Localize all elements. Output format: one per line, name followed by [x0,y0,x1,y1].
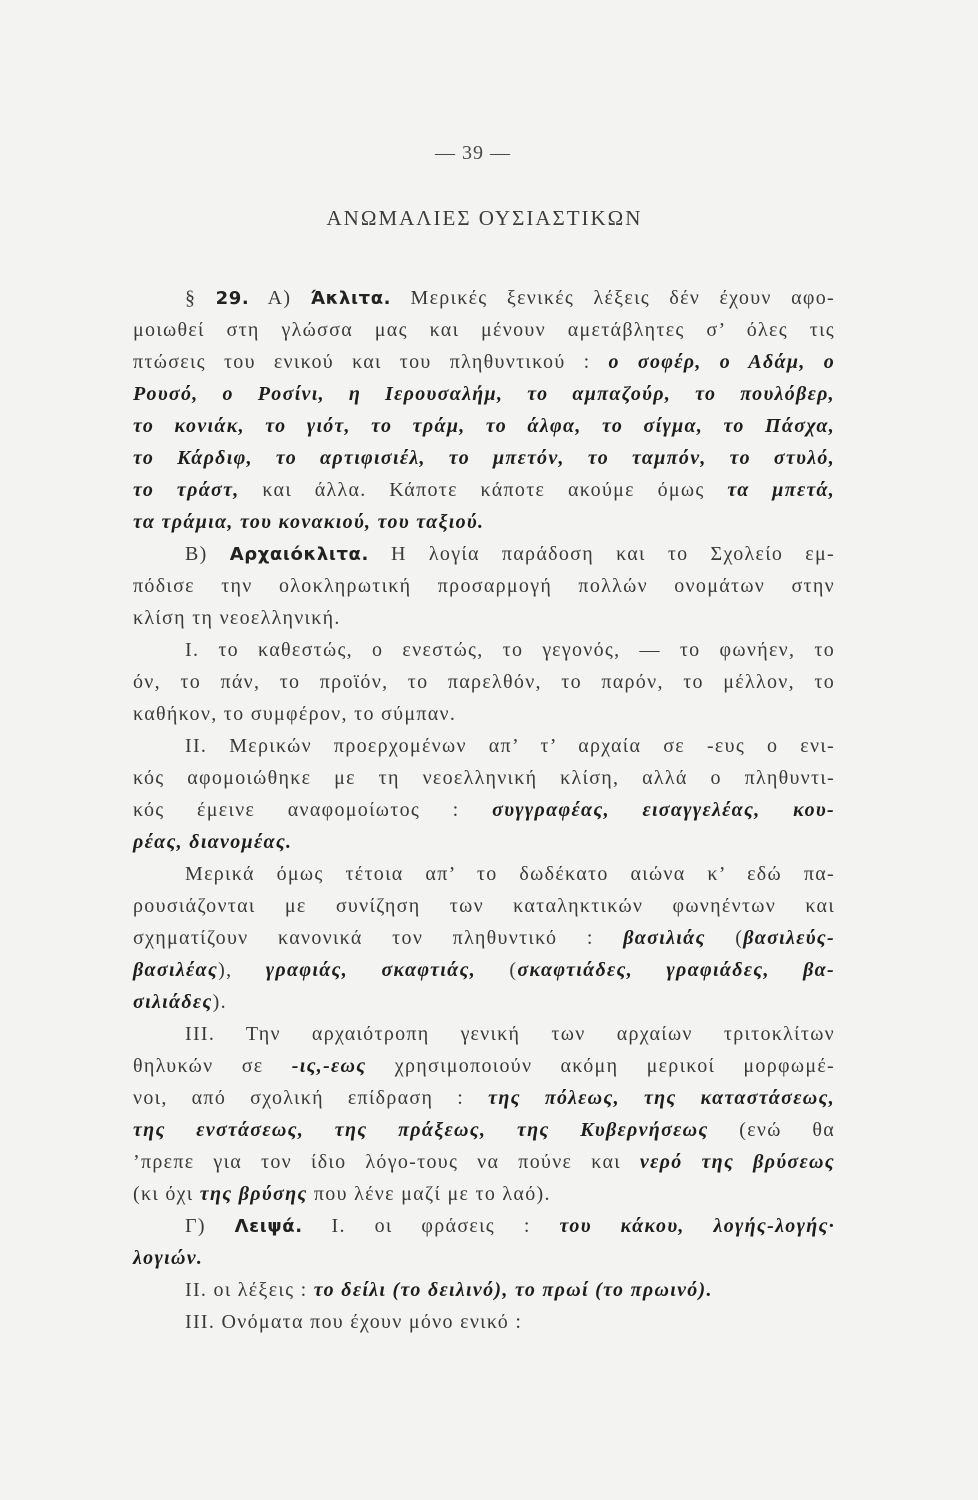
text-run: ’πρεπε για τον ίδιο λόγο-τους να πούνε και [133,1151,640,1173]
text-line [133,762,835,794]
text-run: ), [218,959,266,981]
text-line [133,730,835,762]
text-run: Ι. οι φράσεις : [302,1215,560,1237]
text-run: ΙΙΙ. Ονόματα που έχουν μόνο ενικό : [185,1311,523,1333]
text-run: μοιωθεί στη γλώσσα μας και μένουν αμετάβλητες σ’ όλες τις [133,319,835,341]
text-run: πτώσεις του ενικού και του πληθυντικού : [133,351,609,373]
emphasized-term: ρέας, διανομέας. [133,831,293,853]
text-run: ρουσιάζονται με συνίζηση των καταληκτικών φωνηέντων και [133,895,835,917]
paragraph [133,634,835,730]
emphasized-term: της βρύσης [199,1183,308,1205]
text-line [133,282,835,314]
section-label: Λειψά. [234,1216,303,1237]
paragraph [133,1018,835,1210]
text-line [133,1178,835,1210]
emphasized-term: βασιλέας [133,959,219,981]
text-line [133,1114,835,1146]
text-line [133,1210,835,1242]
emphasized-term: συγγραφέας, εισαγγελέας, κου- [492,799,835,821]
text-run: ( [476,959,518,981]
emphasized-term: τα τράμια, του κονακιού, του ταξιού. [133,511,485,533]
emphasized-term: βασιλιάς [623,927,706,949]
text-run: ΙΙ. Μερικών προερχομένων απ’ τ’ αρχαία σε -ευς ο ενι- [185,735,835,757]
text-line [133,1306,835,1338]
text-line [133,1146,835,1178]
emphasized-term: της πόλεως, της καταστάσεως, [488,1087,835,1109]
text-line [133,410,835,442]
text-run: (ενώ θα [708,1119,835,1141]
text-run: πόδισε την ολοκληρωτική προσαρμογή πολλών ονομάτων στην [133,575,835,597]
emphasized-term: της ενστάσεως, της πράξεως, της Κυβερνήσεως [133,1119,709,1141]
text-run: που λένε μαζί με το λαό). [307,1183,551,1205]
emphasized-term: το κονιάκ, το γιότ, το τράμ, το άλφα, το σίγμα, το Πάσχα, [133,415,835,437]
paragraph [133,538,835,634]
text-run: χρησιμοποιούν ακόμη μερικοί μορφωμέ- [366,1055,835,1077]
emphasized-term: του κάκου, λογής-λογής· [559,1215,835,1237]
emphasized-term: το τράστ, [133,479,240,501]
paragraph [133,282,835,538]
text-line [133,698,835,730]
text-line [133,506,835,538]
text-run: Μερικά όμως τέτοια απ’ το δωδέκατο αιώνα κ’ εδώ πα- [185,863,835,885]
text-line [133,826,835,858]
text-run: όν, το πάν, το προϊόν, το παρελθόν, το παρόν, το μέλλον, το [133,671,835,693]
section-label: Αρχαιόκλιτα. [229,544,369,565]
emphasized-term: το Κάρδιφ, το αρτιφισιέλ, το μπετόν, το ταμπόν, το στυλό, [133,447,835,469]
text-block [133,282,835,1338]
text-line [133,922,835,954]
text-line [133,474,835,506]
text-run: θηλυκών σε [133,1055,292,1077]
text-line [133,634,835,666]
text-line [133,1050,835,1082]
text-run: Μερικές ξενικές λέξεις δέν έχουν αφο- [391,287,836,309]
text-run: ΙΙ. οι λέξεις : [185,1279,314,1301]
text-line [133,1082,835,1114]
text-run: σχηματίζουν κανονικά τον πληθυντικό : [133,927,624,949]
text-line [133,602,835,634]
section-label: Άκλιτα. [310,288,392,309]
emphasized-term: λογιών. [133,1247,204,1269]
text-run: Α) [249,287,311,309]
emphasized-term: γραφιάς, σκαφτιάς, [265,959,477,981]
text-run: Ι. το καθεστώς, ο ενεστώς, το γεγονός, — το φωνήεν, το [185,639,835,661]
text-line [133,666,835,698]
text-run: Γ) [185,1215,235,1237]
text-line [133,1242,835,1274]
page-number: — 39 — [435,142,511,164]
text-line [133,378,835,410]
text-run: ΙΙΙ. Την αρχαιότροπη γενική των αρχαίων τριτοκλίτων [185,1023,835,1045]
emphasized-term: βασιλεύς- [743,927,835,949]
emphasized-term: -ις,-εως [291,1055,367,1077]
paragraph [133,1274,835,1306]
text-run: § [185,287,216,309]
emphasized-term: Ρουσό, ο Ροσίνι, η Ιερουσαλήμ, το αμπαζούρ, το πουλόβερ, [133,383,835,405]
text-run: και άλλα. Κάποτε κάποτε ακούμε όμως [239,479,728,501]
text-run: ( [705,927,744,949]
text-run: (κι όχι [133,1183,200,1205]
text-line [133,346,835,378]
text-line [133,538,835,570]
text-run: κός αφομοιώθηκε με τη νεοελληνική κλίση, αλλά ο πληθυντι- [133,767,835,789]
text-run: Η λογία παράδοση και το Σχολείο εμ- [368,543,835,565]
emphasized-term: σιλιάδες [133,991,213,1013]
text-line [133,570,835,602]
paragraph [133,730,835,858]
paragraph [133,858,835,1018]
emphasized-term: σκαφτιάδες, γραφιάδες, βα- [517,959,836,981]
emphasized-term: νερό της βρύσεως [639,1151,835,1173]
text-line [133,1274,835,1306]
text-run: Β) [185,543,230,565]
text-run: ). [212,991,227,1013]
text-line [133,314,835,346]
text-run: νοι, από σχολική επίδραση : [133,1087,489,1109]
paragraph [133,1306,835,1338]
text-line [133,858,835,890]
paragraph [133,1210,835,1274]
text-run: κός έμεινε αναφομοίωτος : [133,799,493,821]
emphasized-term: ο σοφέρ, ο Αδάμ, ο [608,351,836,373]
text-line [133,442,835,474]
text-line [133,890,835,922]
text-line [133,954,835,986]
text-line [133,1018,835,1050]
section-label: 29. [215,288,250,309]
text-run: κλίση τη νεοελληνική. [133,607,341,629]
text-line [133,986,835,1018]
emphasized-term: τα μπετά, [727,479,836,501]
page-title: ΑΝΩΜΑΛΙΕΣ ΟΥΣΙΑΣΤΙΚΩΝ [326,206,643,230]
emphasized-term: το δείλι (το δειλινό), το πρωί (το πρωινό). [313,1279,713,1301]
text-line [133,794,835,826]
text-run: καθήκον, το συμφέρον, το σύμπαν. [133,703,457,725]
